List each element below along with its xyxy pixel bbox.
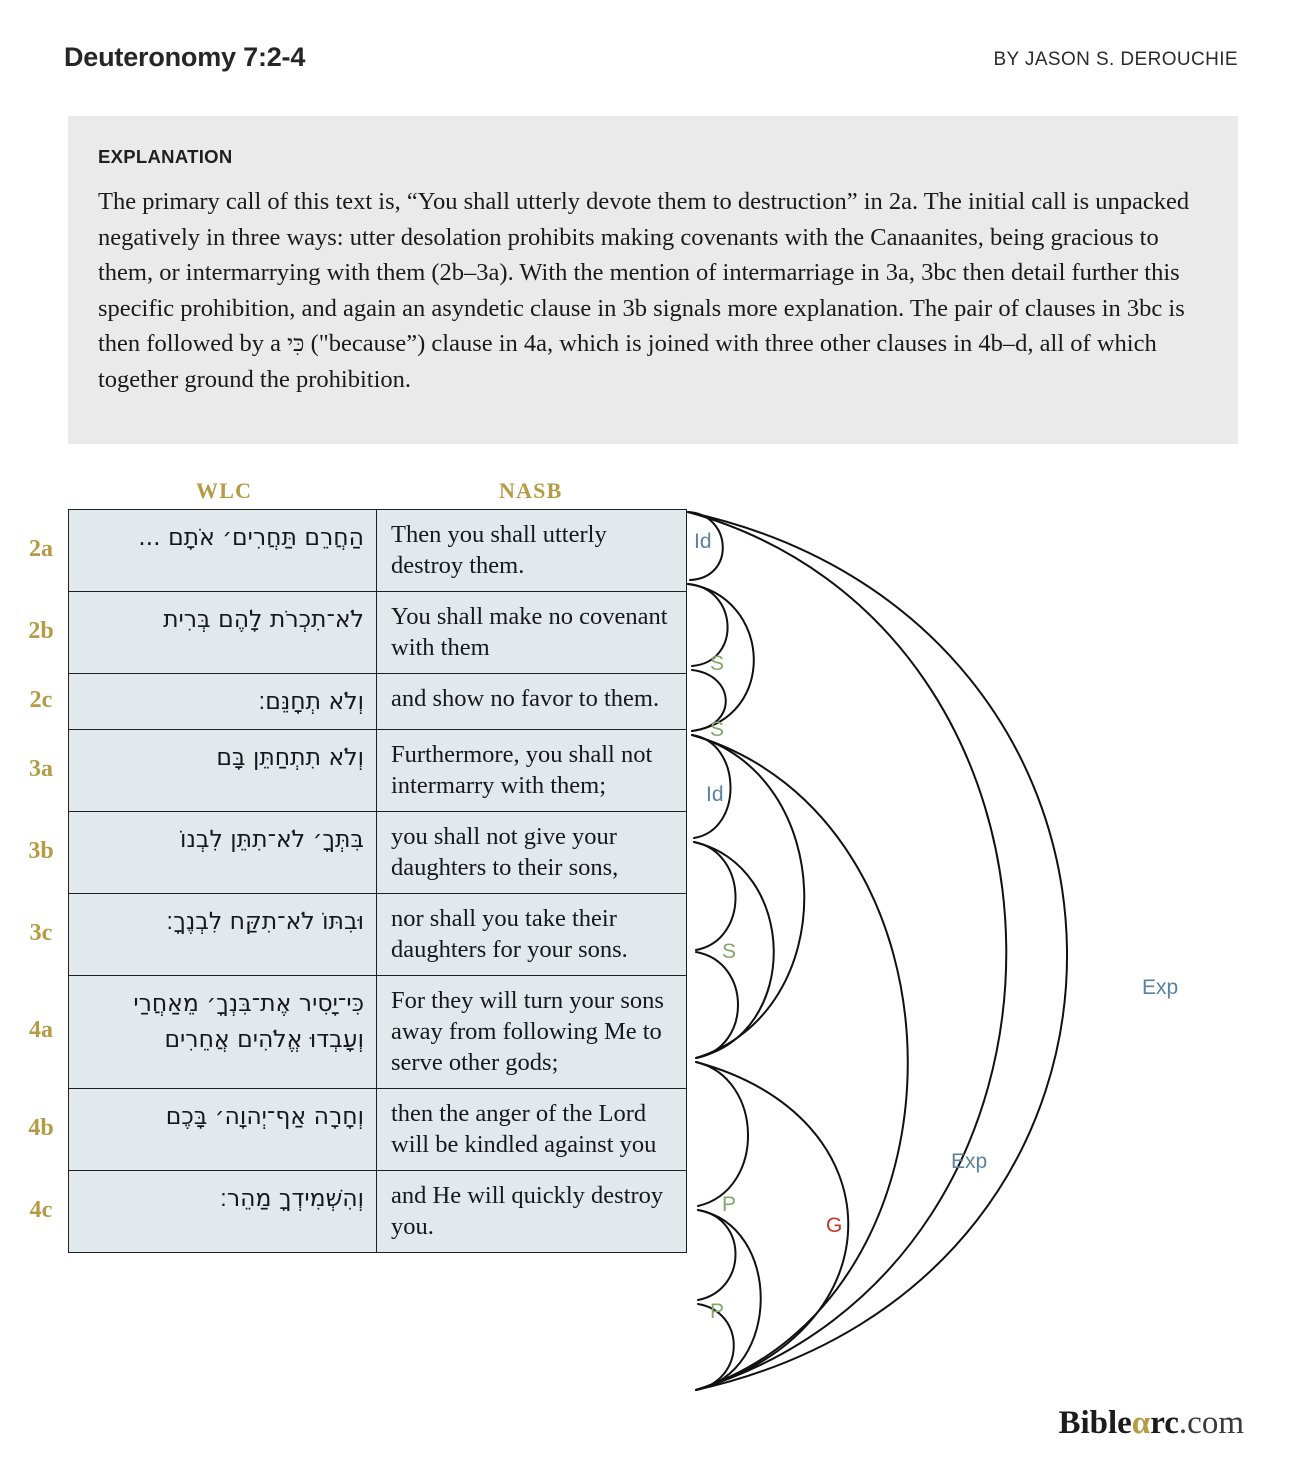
table-row [69,894,687,976]
verse-label-3a: 3a [29,755,53,782]
explanation-heading: EXPLANATION [98,146,233,167]
hebrew-cell: וְלֹא תִתְחַתֵּן בָּם [69,730,377,812]
table-row [69,976,687,1089]
table-row [69,674,687,730]
explanation-text-part-2: ("because”) clause in 4a, which is joined with three other clauses in 4b–d, all of which together ground the prohibition. [98,330,1157,393]
english-cell: Then you shall utterly destroy them. [377,510,687,592]
arc-label-s-2: S [710,718,725,741]
arc-label-exp-8: Exp [951,1150,988,1173]
explanation-body [98,184,1204,397]
table-row [69,730,687,812]
table-row [69,510,687,592]
verse-label-3b: 3b [28,837,54,864]
verse-label-4a: 4a [29,1017,53,1043]
verse-label-3c: 3c [29,919,53,946]
verse-label-4c: 4c [29,1196,53,1223]
english-cell: For they will turn your sons away from following Me to serve other gods; [377,976,687,1089]
arc-label-s-1: S [710,652,725,675]
verse-label-2b: 2b [28,617,54,644]
page-title: Deuteronomy 7:2-4 [64,42,306,72]
page-header [0,42,1300,86]
arc-group-4bc [696,1210,761,1390]
logo-alpha-glyph: α [1131,1405,1151,1441]
arc-label-p-5: P [722,1193,737,1216]
verse-label-2a: 2a [29,535,53,562]
english-cell: you shall not give your daughters to their sons, [377,812,687,894]
arc-label-s-4: S [722,940,737,963]
english-cell: and He will quickly destroy you. [377,1171,687,1253]
arc-label-g-7: G [826,1214,843,1237]
biblearc-logo[interactable] [1058,1405,1244,1442]
arc-diagram [686,500,1300,1410]
english-cell: then the anger of the Lord will be kindled against you [377,1089,687,1171]
author-byline: BY JASON S. DEROUCHIE [993,49,1238,70]
verse-label-2c: 2c [29,686,53,713]
hebrew-cell: וְלֹא תְחָנֵּם׃ [69,674,377,730]
table-row [69,592,687,674]
hebrew-cell: וּבִתּוֹ לֹא־תִקַּח לִבְנֶךָ׃ [69,894,377,976]
hebrew-cell: בִּתְּךָ׳ לֹא־תִתֵּן לִבְנוֹ [69,812,377,894]
column-header-english: NASB [499,478,563,503]
arc-label-p-6: P [710,1300,725,1323]
column-header-hebrew: WLC [196,478,253,503]
english-cell: nor shall you take their daughters for your sons. [377,894,687,976]
explanation-hebrew-word: כִּי [287,331,305,356]
explanation-panel [68,116,1238,444]
arc-group-3-4-exp [692,735,908,1390]
arc-4a [696,1062,748,1206]
hebrew-cell: לֹא־תִכְרֹת לָהֶם בְּרִית [69,592,377,674]
logo-text-part-1: Bible [1058,1405,1132,1441]
logo-text-part-2: rc [1150,1405,1179,1441]
table-row [69,1089,687,1171]
arc-label-id-3: Id [706,783,724,806]
hebrew-cell: כִּי־יָסִיר אֶת־בִּנְךָ׳ מֵאַחֲרַי וְעָבְדוּ אֱלֹהִים אֲחֵרִים [69,976,377,1089]
logo-domain: .com [1178,1405,1244,1441]
english-cell: and show no favor to them. [377,674,687,730]
scripture-table [68,509,687,1253]
arc-label-exp-9: Exp [1142,976,1179,999]
arc-label-id-0: Id [694,530,712,553]
arc-lines-svg [686,500,1300,1410]
hebrew-cell: הַחֲרֵם תַּחֲרִים׳ אֹתָם ... [69,510,377,592]
hebrew-cell: וְהִשְׁמִידְךָ מַהֵר׃ [69,1171,377,1253]
verse-label-4b: 4b [28,1114,54,1141]
explanation-text-part-1: The primary call of this text is, “You shall utterly devote them to destruction” in 2a. The initial call is unpacked negatively in three ways: utter desolation prohibits making covenants with the Canaanites, being gracious to them, or intermarrying with them (2b–3a). With the mention of intermarriage in 3a, 3bc then detail further this specific prohibition, and again an asyndetic clause in 3b signals more explanation. The pair of clauses in 3bc is then followed by a [98,188,1190,357]
english-cell: Furthermore, you shall not intermarry with them; [377,730,687,812]
table-row [69,1171,687,1253]
arc-group-outer-exp-outer [688,512,1067,1390]
table-row [69,812,687,894]
hebrew-cell: וְחָרָה אַף־יְהוָה׳ בָּכֶם [69,1089,377,1171]
english-cell: You shall make no covenant with them [377,592,687,674]
